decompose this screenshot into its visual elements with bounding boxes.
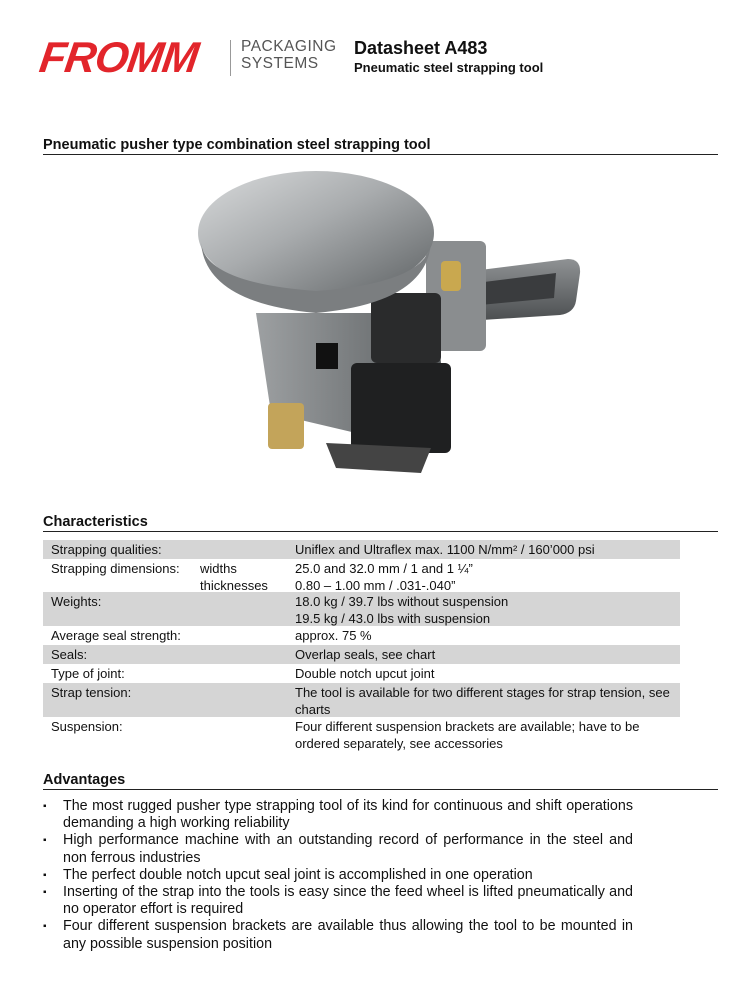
base-plate-shape	[326, 443, 431, 473]
advantage-text: The most rugged pusher type strapping tool of its kind for continuous and shift operations demanding a high working reliability	[63, 798, 633, 832]
spec-value: Overlap seals, see chart	[295, 647, 436, 662]
brass-block-shape	[268, 403, 304, 449]
spec-value: approx. 75 %	[295, 628, 372, 643]
spec-value: The tool is available for two different stages for strap tension, see charts	[295, 685, 670, 717]
advantage-text: The perfect double notch upcut seal joint is accomplished in one operation	[63, 866, 533, 883]
advantage-text: Four different suspension brackets are available thus allowing the tool to be mounted in any possible suspension position	[63, 918, 633, 952]
brand-logo: FROMM	[36, 34, 201, 82]
list-item	[43, 884, 633, 918]
spec-label: Seals:	[51, 647, 88, 662]
advantage-text: High performance machine with an outstanding record of performance in the steel and non ferrous industries	[63, 832, 633, 866]
spec-value: Uniflex and Ultraflex max. 1100 N/mm² / 160’000 psi	[295, 542, 595, 557]
brand-sub-line-2: SYSTEMS	[241, 55, 319, 72]
advantage-text: Inserting of the strap into the tools is easy since the feed wheel is lifted pneumatically and no operator effort is required	[63, 884, 633, 918]
page-header	[36, 34, 720, 86]
spec-table	[43, 540, 680, 751]
spec-sublabel: widths thicknesses	[200, 561, 268, 593]
bullet-icon: ▪	[43, 921, 47, 933]
list-item	[43, 918, 633, 952]
cover-top-shape	[371, 293, 441, 363]
spec-label: Weights:	[51, 594, 102, 609]
spec-value: Double notch upcut joint	[295, 666, 435, 681]
spec-value: 25.0 and 32.0 mm / 1 and 1 ¼” 0.80 – 1.00 mm / .031-.040”	[295, 561, 473, 593]
brass-fitting-shape	[441, 261, 461, 291]
spec-label: Strapping dimensions:	[51, 561, 180, 576]
spec-row	[43, 592, 680, 626]
logo-divider	[230, 40, 231, 76]
advantages-list	[43, 798, 633, 953]
spec-label: Average seal strength:	[51, 628, 181, 643]
advantages-heading: Advantages	[43, 772, 718, 790]
brand-sub-line-1: PACKAGING	[241, 38, 337, 55]
bullet-icon: ▪	[43, 801, 47, 812]
datasheet-title: Datasheet A483	[354, 38, 488, 58]
datasheet-subtitle: Pneumatic steel strapping tool	[354, 60, 544, 75]
model-plate-shape	[316, 343, 338, 369]
spec-label: Strap tension:	[51, 685, 132, 700]
spec-row	[43, 717, 680, 751]
spec-row	[43, 645, 680, 664]
spec-label: Suspension:	[51, 719, 123, 734]
spec-row	[43, 559, 680, 592]
product-heading: Pneumatic pusher type combination steel strapping tool	[43, 137, 718, 155]
spec-row	[43, 683, 680, 717]
characteristics-heading: Characteristics	[43, 514, 718, 532]
list-item	[43, 832, 633, 866]
spec-row	[43, 540, 680, 559]
list-item	[43, 867, 633, 884]
spec-row	[43, 664, 680, 683]
bullet-icon: ▪	[43, 887, 47, 899]
spec-row	[43, 626, 680, 645]
spec-label: Type of joint:	[51, 666, 125, 681]
spec-value: Four different suspension brackets are available; have to be ordered separately, see accessories	[295, 719, 640, 751]
brand-subtitle	[241, 38, 337, 72]
cover-shape	[351, 363, 451, 453]
bullet-icon: ▪	[43, 835, 47, 847]
bullet-icon: ▪	[43, 869, 47, 881]
product-photo	[176, 163, 588, 498]
spec-value: 18.0 kg / 39.7 lbs without suspension 19.5 kg / 43.0 lbs with suspension	[295, 594, 509, 626]
list-item	[43, 798, 633, 832]
spec-label: Strapping qualities:	[51, 542, 162, 557]
